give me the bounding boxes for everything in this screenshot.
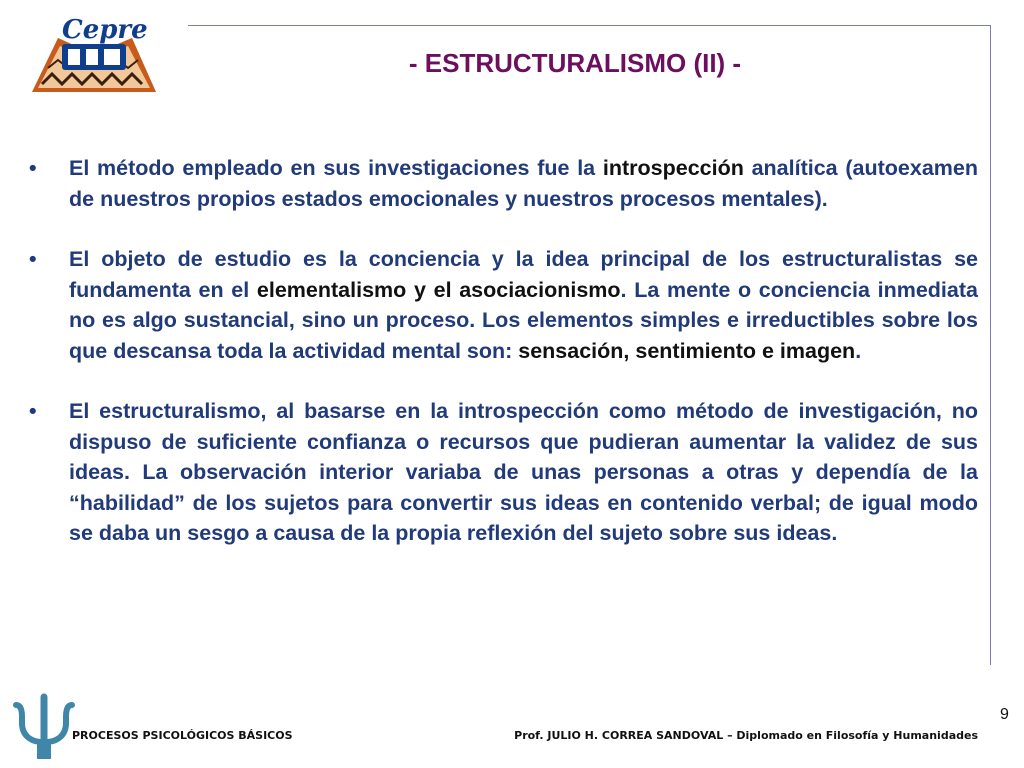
bullet-1-emphasis-introspection: introspección bbox=[602, 156, 744, 180]
bullet-item bbox=[27, 244, 978, 366]
slide-title: - ESTRUCTURALISMO (II) - bbox=[408, 48, 742, 78]
bullet-2-emphasis-sensacion: sensación, sentimiento e imagen bbox=[518, 338, 856, 363]
bullet-list bbox=[27, 153, 978, 579]
bullet-marker: • bbox=[29, 399, 37, 423]
page-number: 9 bbox=[1000, 706, 1009, 723]
bullet-1-text-end: analítica (autoexamen de nuestros propios estados emocionales y nuestros procesos mentales). bbox=[69, 156, 978, 211]
bullet-2-text-end: . bbox=[855, 338, 862, 363]
logo-text: Cepre bbox=[62, 15, 148, 45]
bullet-2-emphasis-elementalismo: elementalismo y el asociacionismo bbox=[256, 277, 621, 302]
bullet-marker: • bbox=[29, 156, 37, 180]
bullet-marker: • bbox=[29, 247, 37, 271]
footer-author: Prof. JULIO H. CORREA SANDOVAL – Diplomado en Filosofía y Humanidades bbox=[514, 729, 978, 742]
bullet-2-text: El objeto de estudio es la conciencia y la idea principal de los estructuralistas se fundamenta en el bbox=[69, 247, 978, 302]
bullet-2-text-middle: . La mente o conciencia inmediata no es algo sustancial, sino un proceso. Los elementos simples e irreductibles sobre los que descansa toda la actividad mental son: bbox=[69, 277, 978, 363]
bullet-3-text: El estructuralismo, al basarse en la introspección como método de investigación, no dispuso de suficiente confianza o recursos que pudieran aumentar la validez de sus ideas. La observación interior variaba de unas personas a otras y dependía de la “habilidad” de los sujetos para convertir sus ideas en contenido verbal; de igual modo se daba un sesgo a causa de la propia reflexión del sujeto sobre sus ideas. bbox=[69, 399, 978, 545]
psi-icon bbox=[12, 693, 76, 759]
footer-course: PROCESOS PSICOLÓGICOS BÁSICOS bbox=[72, 729, 293, 742]
bullet-1-text: El método empleado en sus investigaciones fue la bbox=[69, 156, 603, 180]
bullet-item bbox=[27, 396, 978, 549]
bullet-item bbox=[27, 153, 978, 214]
top-rule bbox=[188, 25, 991, 26]
right-rule bbox=[990, 25, 991, 665]
